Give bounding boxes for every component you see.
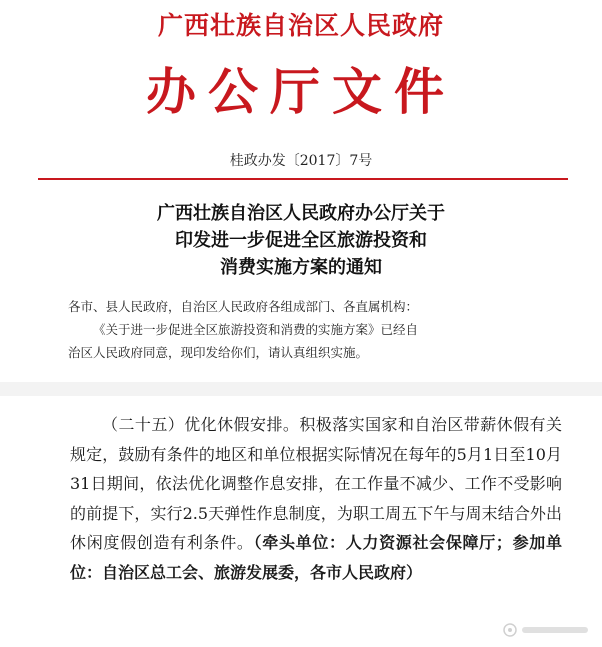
document-number: 桂政办发〔2017〕7号	[229, 153, 373, 169]
notice-paragraph-line-1: 《关于进一步促进全区旅游投资和消费的实施方案》已经自	[93, 322, 419, 337]
document-type-heading: 办公厅文件	[146, 62, 456, 121]
title-line-2: 印发进一步促进全区旅游投资和	[175, 230, 427, 251]
excerpt-main-text: （二十五）优化休假安排。积极落实国家和自治区带薪休假有关规定，鼓励有条件的地区和单位根据实际情况在每年的5月1日至10月31日期间，依法优化调整作息安排，在工作量不减少、工作不受影响的前提下，实行2.5天弹性作息制度，为职工周五下午与周末结合外出休闲度假创造有利条件。	[70, 415, 562, 552]
document-title	[0, 200, 602, 281]
title-line-1: 广西壮族自治区人民政府办公厅关于	[157, 203, 445, 224]
title-line-3: 消费实施方案的通知	[220, 257, 382, 278]
excerpt-paragraph	[70, 410, 562, 587]
section-separator	[0, 382, 602, 396]
issuing-organization: 广西壮族自治区人民政府	[157, 11, 444, 40]
addressee-line: 各市、县人民政府，自治区人民政府各组成部门、各直属机构：	[68, 299, 419, 314]
excerpt-responsible-units: （牵头单位：人力资源社会保障厅；参加单位：自治区总工会、旅游发展委，各市人民政府）	[70, 533, 562, 582]
excerpt-section	[70, 410, 562, 587]
red-divider-line	[38, 178, 568, 180]
notice-paragraph-line-2: 治区人民政府同意，现印发给你们，请认真组织实施。	[68, 345, 369, 360]
watermark-logo-icon	[502, 621, 594, 639]
notice-body	[68, 295, 546, 364]
